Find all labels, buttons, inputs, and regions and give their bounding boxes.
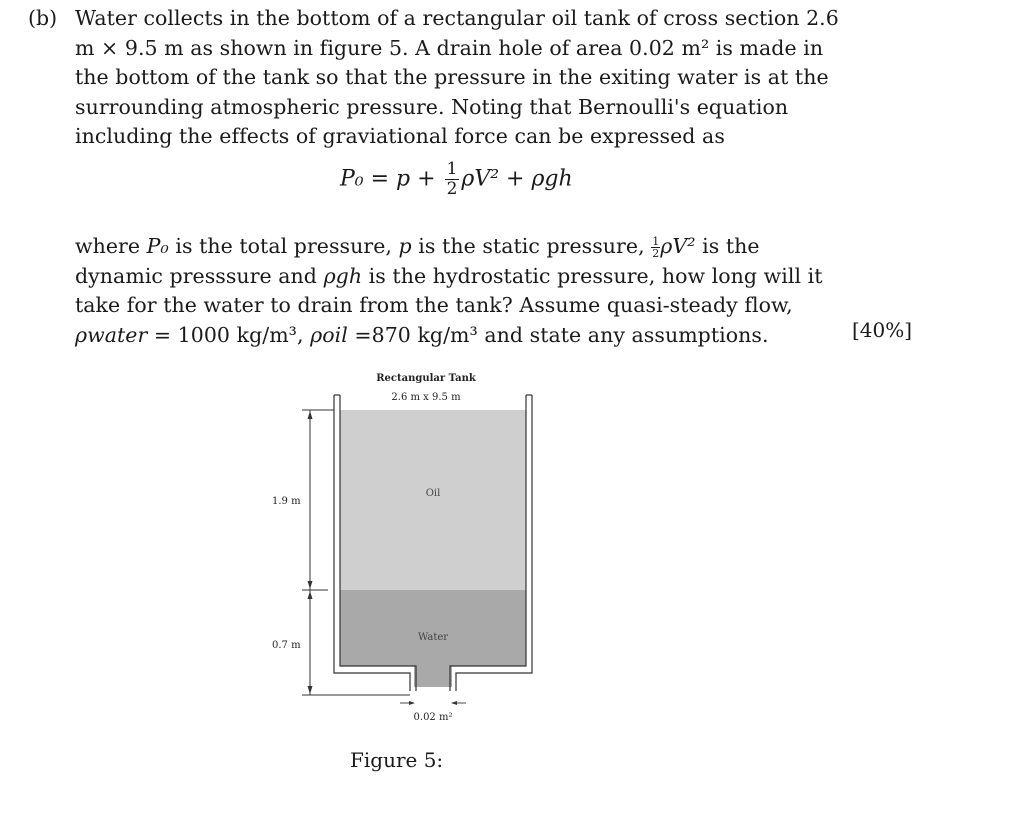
tank-dimensions: 2.6 m x 9.5 m [391,392,461,403]
p2-text-f: = 1000 kg/m³, [147,322,311,347]
p2-text-b: is the total pressure, [168,234,399,258]
eq-half-fraction [445,160,460,199]
p2-text-d: is the dynamic presssure and [75,234,760,288]
figure-caption: Figure 5: [350,748,444,772]
p2-rho-v-squared: ρV² [660,234,696,258]
p2-text-e: is the hydrostatic pressure, how long will it take for the water to drain from the tank? Assume quasi-steady flow, [75,263,823,317]
eq-plus-1: + [410,166,443,192]
eq-rho-v-squared: ρV² [461,166,500,192]
p2-rho-g-h: ρgh [323,263,363,288]
p2-half-fraction [651,236,660,259]
eq-plus-2: + [499,166,532,192]
p2-total-pressure: P₀ [146,234,169,258]
tank-diagram [260,365,560,745]
water-region [340,590,526,666]
p2-text-g: =870 kg/m³ and state any assumptions. [347,322,769,347]
water-height-label: 0.7 m [272,640,301,651]
tank-title: Rectangular Tank [376,373,476,384]
eq-static-pressure: p [396,166,411,192]
p2-rho-oil: ρoil [310,322,348,347]
eq-equals: = [363,166,397,192]
p2-rho-water: ρwater [75,322,148,347]
hole-area-label: 0.02 m² [413,712,453,723]
p2-static-pressure: p [398,234,412,258]
marks-percentage: [40%] [852,318,913,342]
bernoulli-equation [340,160,573,199]
drain-outlet-water [414,665,452,687]
eq-frac-den: 2 [446,179,458,199]
eq-frac-num: 1 [446,159,458,179]
question-paragraph-2 [75,232,840,350]
water-label: Water [417,632,449,643]
p2-frac-den: 2 [652,247,660,260]
p2-text-c: is the static pressure, [411,234,652,258]
eq-rho-g-h: ρgh [531,166,573,192]
tank-figure [260,365,560,745]
oil-label: Oil [425,488,441,499]
oil-height-label: 1.9 m [272,496,301,507]
question-paragraph-1: Water collects in the bottom of a rectangular oil tank of cross section 2.6 m × 9.5 m as shown in figure 5. A drain hole of area 0.02 m² is made in the bottom of the tank so that the pressure in the exiting water is at the surrounding atmospheric pressure. Noting that Bernoulli's equation including the effects of graviational force can be expressed as [75,6,839,148]
oil-region [340,410,526,590]
question-label: (b) [28,6,58,30]
hole-arrowheads [409,701,457,705]
p2-text-a: where [75,234,147,258]
eq-total-pressure: P₀ [340,166,364,192]
p2-frac-num: 1 [652,235,660,248]
